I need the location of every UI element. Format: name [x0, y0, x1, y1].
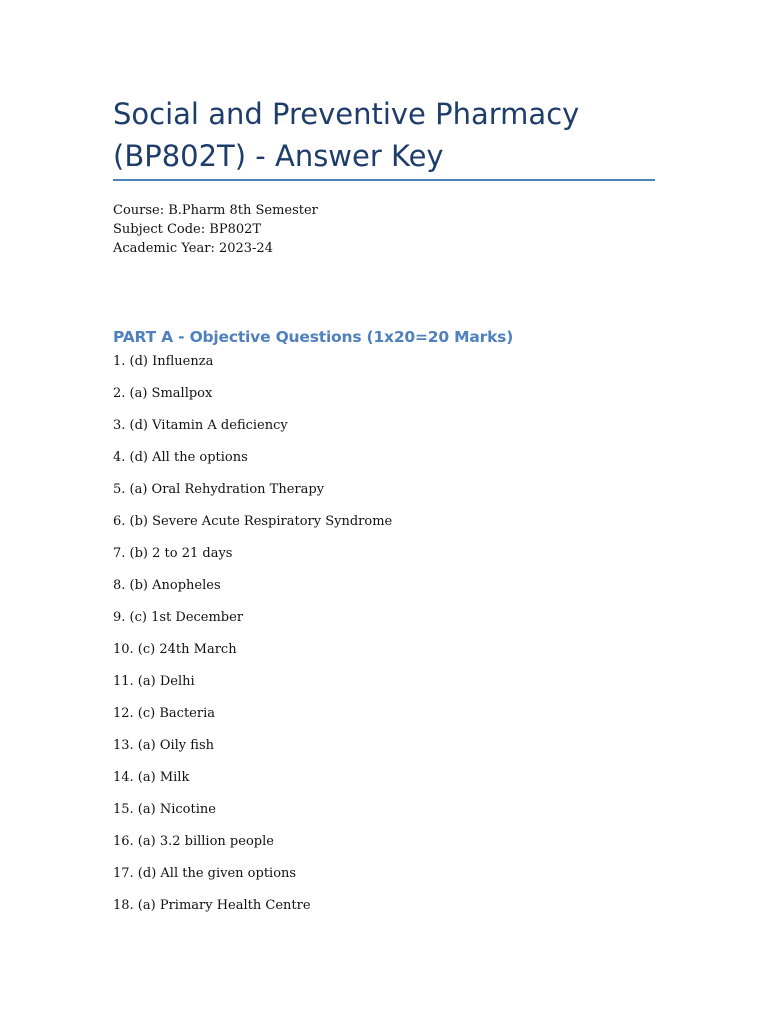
- title-line-1: Social and Preventive Pharmacy: [113, 97, 580, 131]
- answer-item: 6. (b) Severe Acute Respiratory Syndrome: [113, 514, 393, 529]
- answer-item: 13. (a) Oily fish: [113, 738, 214, 753]
- academic-year-text: Academic Year: 2023-24: [113, 241, 273, 256]
- answer-item: 8. (b) Anopheles: [113, 578, 221, 593]
- answer-item: 2. (a) Smallpox: [113, 386, 213, 401]
- title-underline: [113, 179, 655, 181]
- section-a-heading: PART A - Objective Questions (1x20=20 Marks): [113, 328, 514, 346]
- answer-item: 3. (d) Vitamin A deficiency: [113, 418, 288, 433]
- answer-item: 16. (a) 3.2 billion people: [113, 834, 274, 849]
- title-line-2: (BP802T) - Answer Key: [113, 139, 444, 173]
- answer-item: 9. (c) 1st December: [113, 610, 244, 625]
- subject-code-text: Subject Code: BP802T: [113, 222, 262, 237]
- answer-item: 18. (a) Primary Health Centre: [113, 898, 311, 913]
- answer-item: 15. (a) Nicotine: [113, 802, 216, 817]
- answer-item: 4. (d) All the options: [113, 450, 248, 465]
- answer-list: [113, 352, 392, 928]
- document-title: [113, 93, 658, 177]
- document-meta: [113, 201, 318, 258]
- course-text: Course: B.Pharm 8th Semester: [113, 203, 318, 218]
- answer-item: 1. (d) Influenza: [113, 354, 214, 369]
- answer-item: 12. (c) Bacteria: [113, 706, 215, 721]
- answer-item: 17. (d) All the given options: [113, 866, 297, 881]
- answer-item: 7. (b) 2 to 21 days: [113, 546, 233, 561]
- answer-item: 10. (c) 24th March: [113, 642, 237, 657]
- answer-item: 11. (a) Delhi: [113, 674, 195, 689]
- answer-item: 14. (a) Milk: [113, 770, 190, 785]
- answer-item: 5. (a) Oral Rehydration Therapy: [113, 482, 325, 497]
